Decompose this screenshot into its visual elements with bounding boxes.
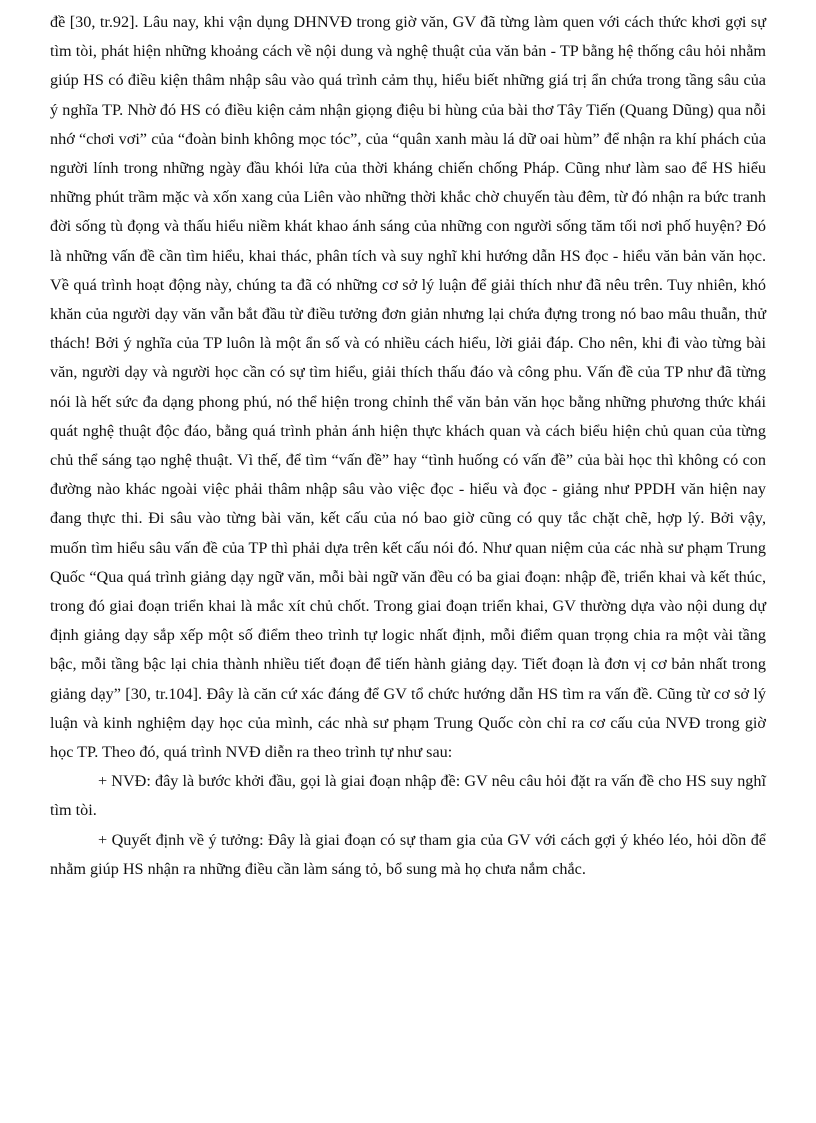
list-item-idea-decision: + Quyết định về ý tưởng: Đây là giai đoạn có sự tham gia của GV với cách gợi ý khéo léo, hỏi dồn để nhằm giúp HS nhận ra những điều cần làm sáng tỏ, bổ sung mà họ chưa nắm chắc. — [50, 830, 766, 878]
list-item-nvd: + NVĐ: đây là bước khởi đầu, gọi là giai đoạn nhập đề: GV nêu câu hỏi đặt ra vấn đề cho HS suy nghĩ tìm tòi. — [50, 772, 766, 820]
document-page — [50, 8, 766, 884]
main-paragraph: đề [30, tr.92]. Lâu nay, khi vận dụng DHNVĐ trong giờ văn, GV đã từng làm quen với cách thức khơi gợi sự tìm tòi, phát hiện những khoảng cách về nội dung và nghệ thuật của văn bản - TP bằng hệ thống câu hỏi nhằm giúp HS có điều kiện thâm nhập sâu vào quá trình cảm thụ, hiểu biết những giá trị ẩn chứa trong tầng sâu của ý nghĩa TP. Nhờ đó HS có điều kiện cảm nhận giọng điệu bi hùng của bài thơ Tây Tiến (Quang Dũng) qua nỗi nhớ “chơi vơi” của “đoàn binh không mọc tóc”, của “quân xanh màu lá dữ oai hùm” để nhận ra khí phách của người lính trong những ngày đầu khói lửa của thời kháng chiến chống Pháp. Cũng như làm sao để HS hiểu những phút trầm mặc và xốn xang của Liên vào những thời khắc chờ chuyến tàu đêm, từ đó nhận ra bức tranh đời sống tù đọng và thấu hiểu niềm khát khao ánh sáng của những con người sống tăm tối nơi phố huyện? Đó là những vấn đề cần tìm hiểu, khai thác, phân tích và suy nghĩ khi hướng dẫn HS đọc - hiểu văn bản văn học. Về quá trình hoạt động này, chúng ta đã có những cơ sở lý luận để giải thích như đã nêu trên. Tuy nhiên, khó khăn của người dạy văn vẫn bắt đầu từ điều tưởng đơn giản nhưng lại chứa đựng trong nó bao mâu thuẫn, thử thách! Bởi ý nghĩa của TP luôn là một ẩn số và có nhiều cách hiểu, lời giải đáp. Cho nên, khi đi vào từng bài văn, người dạy và người học cần có sự tìm hiểu, giải thích thấu đáo và công phu. Vấn đề của TP như đã từng nói là hết sức đa dạng phong phú, nó thể hiện trong chỉnh thể văn bản văn học bằng những phương thức khái quát nghệ thuật độc đáo, bằng quá trình phản ánh hiện thực khách quan và cách biểu hiện chủ quan của từng chủ thể sáng tạo nghệ thuật. Vì thế, để tìm “vấn đề” hay “tình huống có vấn đề” của bài học thì không có con đường nào khác ngoài việc phải thâm nhập sâu vào việc đọc - hiểu và đọc - giảng như PPDH văn hiện nay đang thực thi. Đi sâu vào từng bài văn, kết cấu của nó bao giờ cũng có quy tắc chặt chẽ, hợp lý. Bởi vậy, muốn tìm hiểu sâu vấn đề của TP thì phải dựa trên kết cấu nói đó. Như quan niệm của các nhà sư phạm Trung Quốc “Qua quá trình giảng dạy ngữ văn, mỗi bài ngữ văn đều có ba giai đoạn: nhập đề, triển khai và kết thúc, trong đó giai đoạn triển khai là mắc xít chủ chốt. Trong giai đoạn triển khai, GV thường dựa vào nội dung dự định giảng dạy sắp xếp một số điểm theo trình tự logic nhất định, mỗi điểm quan trọng chia ra một vài tầng bậc, mỗi tầng bậc lại chia thành nhiều tiết đoạn để tiến hành giảng dạy. Tiết đoạn là đơn vị cơ bản nhất trong giảng dạy” [30, tr.104]. Đây là căn cứ xác đáng để GV tổ chức hướng dẫn HS tìm ra vấn đề. Cũng từ cơ sở lý luận và kinh nghiệm dạy học của mình, các nhà sư phạm Trung Quốc còn chỉ ra cơ cấu của NVĐ trong giờ học TP. Theo đó, quá trình NVĐ diễn ra theo trình tự như sau: — [50, 13, 766, 762]
